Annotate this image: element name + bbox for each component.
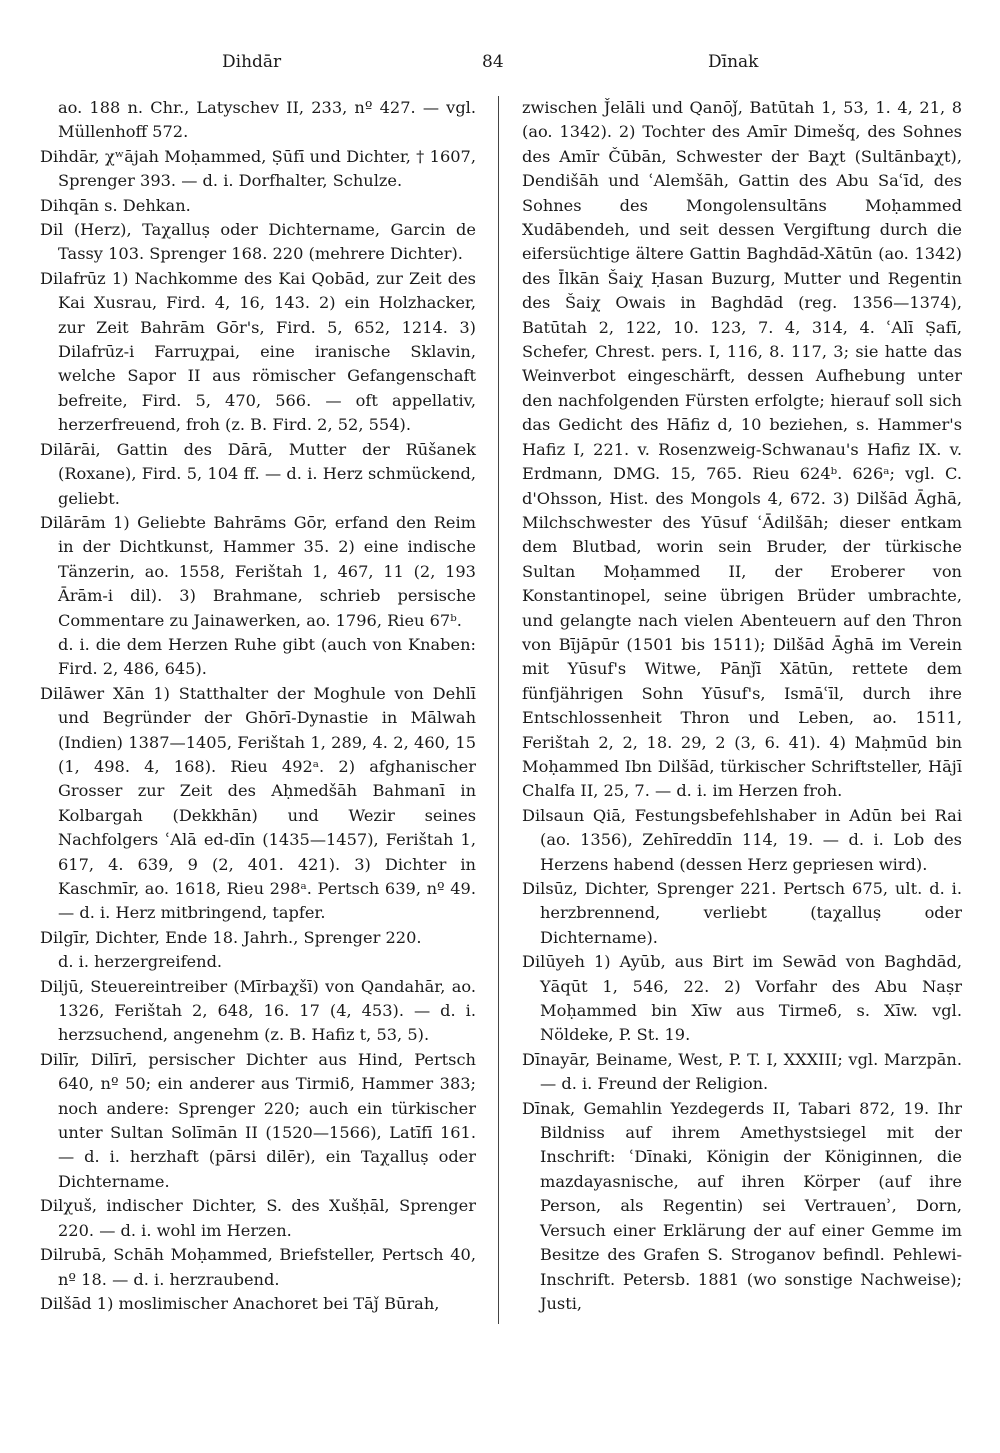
entry: Dilafrūz 1) Nachkomme des Kai Qobād, zur Zeit des Kai Xusrau, Fird. 4, 16, 143. 2) ein Holzhacker, zur Zeit Bahrām Gōr's, Fird. 5, 652, 1214. 3) Dilafrūz-i Farruχpai, eine iranische Sklavin, welche Sapor II aus römischer Gefangenschaft befreite, Fird. 5, 470, 566. — oft appellativ, herzerfreuend, froh (z. B. Fird. 2, 52, 554). — [40, 268, 476, 435]
entry: Dilārāi, Gattin des Dārā, Mutter der Rūšanek (Roxane), Fird. 5, 104 ff. — d. i. Herz schmückend, geliebt. — [40, 439, 476, 508]
header-last-entry: Dīnak — [708, 52, 759, 72]
entry: Dil (Herz), Taχalluṣ oder Dichtername, Garcin de Tassy 103. Sprenger 168. 220 (mehrere Dichter). — [40, 220, 476, 264]
entry: Dīnak, Gemahlin Yezdegerds II, Tabari 872, 19. Ihr Bildniss auf ihrem Amethystsiegel mit der Inschrift: ʿDīnaki, Königin der Königinnen, die mazdayasnische, auf ihren Körper (auf ihre Person, als Regentin) sei Vertrauenʾ, Dorn, Versuch einer Erklärung der auf einer Gemme im Besitze des Grafen S. Stroganov befindl. Pehlewi-Inschrift. Petersb. 1881 (wo sonstige Nachweise); Justi, — [522, 1098, 962, 1313]
right-column — [522, 96, 962, 1316]
entry: Dilsūz, Dichter, Sprenger 221. Pertsch 675, ult. d. i. herzbrennend, verliebt (taχalluṣ oder Dichtername). — [522, 879, 962, 947]
column-divider — [498, 96, 499, 1324]
entry: Dilīr, Dilīrī, persischer Dichter aus Hind, Pertsch 640, nº 50; ein anderer aus Tirmiδ, Hammer 383; noch andere: Sprenger 220; auch ein türkischer unter Sultan Solīmān II (1520—1566), Latīfī 161. — d. i. herzhaft (pārsi dilēr), ein Taχalluṣ oder Dichtername. — [40, 1049, 476, 1191]
entry: Dihdār, χʷājah Moḥammed, Ṣūfī und Dichter, † 1607, Sprenger 393. — d. i. Dorfhalter, Schulze. — [40, 146, 476, 191]
entry: Dilūyeh 1) Ayūb, aus Birt im Sewād von Baghdād, Yāqūt 1, 546, 22. 2) Vorfahr des Abu Naṣr Moḥammed bin Xīw aus Tirmeδ, s. Xīw. vgl. Nöldeke, P. St. 19. — [522, 952, 962, 1045]
entry: Dīnayār, Beiname, West, P. T. I, XXXIII; vgl. Marzpān. — d. i. Freund der Religion. — [522, 1049, 962, 1094]
entry: Dilgīr, Dichter, Ende 18. Jahrh., Sprenger 220. — [40, 927, 422, 947]
entry: zwischen J̌elāli und Qanōǰ, Batūtah 1, 53, 1. 4, 21, 8 (ao. 1342). 2) Tochter des Amīr Dimešq, des Sohnes des Amīr Čūbān, Schwester der Baχt (Sultānbaχt), Dendišāh und ʿAlemšāh, Gattin des Abu Saʿīd, des Sohnes des Mongolensultāns Moḥammed Xudābendeh, und seit dessen Vergiftung durch die eifersüchtige ältere Gattin Baghdād-Xātūn (ao. 1342) des Īlkān Šaiχ Ḥasan Buzurg, Mutter und Regentin des Šaiχ Owais in Baghdād (reg. 1356—1374), Batūtah 2, 122, 10. 123, 7. 4, 314, 4. ʿAlī Ṣafī, Schefer, Chrest. pers. I, 116, 8. 117, 3; sie hatte das Weinverbot eingeschärft, dessen Aufhebung unter den nachfolgenden Fürsten erfolgte; hierauf soll sich das Gedicht des Hāfiz d, 10 beziehen, s. Hammer's Hafiz I, 221. v. Rosenzweig-Schwanau's Hafiz IX. v. Erdmann, DMG. 15, 765. Rieu 624ᵇ. 626ᵃ; vgl. C. d'Ohsson, Hist. des Mongols 4, 672. 3) Dilšād Āghā, Milchschwester des Yūsuf ʿĀdilšāh; dieser entkam dem Blutbad, worin sein Bruder, der türkische Sultan Moḥammed II, der Eroberer von Konstantinopel, seine übrigen Brüder umbrachte, und gelangte nach vielen Abenteuern auf den Thron von Bījāpūr (1501 bis 1511); Dilšād Āghā im Verein mit Yūsuf's Witwe, Pānǰī Xātūn, rettete dem fünfjährigen Sohn Yūsuf's, Ismāʿīl, durch ihre Entschlossenheit Thron und Leben, ao. 1511, Ferištah 2, 2, 18. 29, 2 (3, 6. 41). 4) Maḥmūd bin Moḥammed Ibn Dilšād, türkischer Schriftsteller, Hājī Chalfa II, 25, 7. — d. i. im Herzen froh. — [522, 98, 962, 801]
left-column — [40, 96, 476, 1316]
entry: Dihqān s. Dehkan. — [40, 195, 191, 215]
entry: Dilšād 1) moslimischer Anachoret bei Tāǰ Būrah, — [40, 1293, 440, 1313]
running-header — [0, 52, 1000, 82]
entry: Dilχuš, indischer Dichter, S. des Xušḥāl, Sprenger 220. — d. i. wohl im Herzen. — [40, 1196, 476, 1240]
entry: Dilārām 1) Geliebte Bahrāms Gōr, erfand den Reim in der Dichtkunst, Hammer 35. 2) eine indische Tänzerin, ao. 1558, Ferištah 1, 467, 11 (2, 193 Ārām-i dil). 3) Brahmane, schrieb persische Commentare zu Jainawerken, ao. 1796, Rieu 67ᵇ. — [40, 512, 476, 630]
entry: d. i. die dem Herzen Ruhe gibt (auch von Knaben: Fird. 2, 486, 645). — [58, 634, 476, 679]
entry: Diljū, Steuereintreiber (Mīrbaχšī) von Qandahār, ao. 1326, Ferištah 2, 648, 16. 17 (4, 453). — d. i. herzsuchend, angenehm (z. B. Hafiz t, 53, 5). — [40, 976, 476, 1045]
page-number: 84 — [482, 52, 504, 72]
entry: Dilrubā, Schāh Moḥammed, Briefsteller, Pertsch 40, nº 18. — d. i. herzraubend. — [40, 1245, 476, 1289]
header-first-entry: Dihdār — [222, 52, 282, 72]
entry: ao. 188 n. Chr., Latyschev II, 233, nº 427. — vgl. Müllenhoff 572. — [58, 98, 476, 142]
entry: d. i. herzergreifend. — [58, 952, 223, 972]
entry: Dilāwer Xān 1) Statthalter der Moghule von Dehlī und Begründer der Ghōrī-Dynastie in Mālwah (Indien) 1387—1405, Ferištah 1, 289, 4. 2, 460, 15 (1, 498. 4, 168). Rieu 492ᵃ. 2) afghanischer Grosser zur Zeit des Aḥmedšāh Bahmanī in Kolbargah (Dekkhān) und Wezir seines Nachfolgers ʿAlā ed-dīn (1435—1457), Ferištah 1, 617, 4. 639, 9 (2, 401. 421). 3) Dichter in Kaschmīr, ao. 1618, Rieu 298ᵃ. Pertsch 639, nº 49. — d. i. Herz mitbringend, tapfer. — [40, 683, 476, 923]
entry: Dilsaun Qiā, Festungsbefehlshaber in Adūn bei Rai (ao. 1356), Zehīreddīn 114, 19. — d. i. Lob des Herzens habend (dessen Herz gepriesen wird). — [522, 805, 962, 874]
